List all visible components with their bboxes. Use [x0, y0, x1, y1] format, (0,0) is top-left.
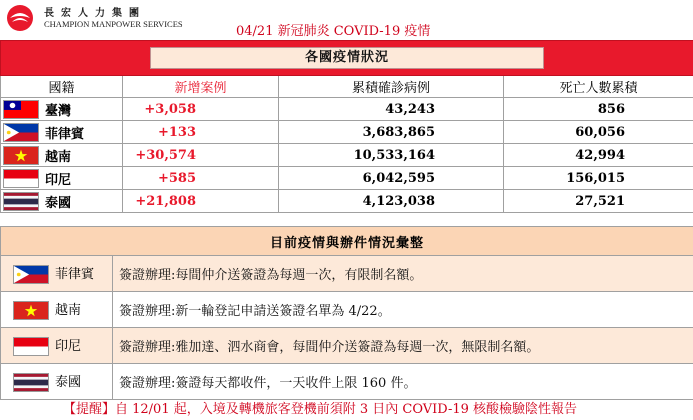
country-name: 印尼 [55, 339, 82, 354]
philippines-flag-icon [3, 123, 39, 142]
vietnam-flag-icon [3, 146, 39, 165]
visa-status-table [0, 226, 693, 400]
new-cases-value: +21,808 [123, 190, 279, 213]
table-row [1, 121, 693, 144]
column-header-deaths: 死亡人數累積 [504, 76, 693, 98]
table-row [1, 144, 693, 167]
table-row [1, 190, 693, 213]
covid-stats-table [0, 40, 693, 213]
list-item [1, 292, 693, 328]
total-cases-value: 6,042,595 [279, 167, 504, 190]
new-cases-value: +30,574 [123, 144, 279, 167]
total-cases-value: 4,123,038 [279, 190, 504, 213]
company-logo-icon [5, 3, 35, 33]
column-header-total-cases: 累積確診病例 [279, 76, 504, 98]
stats-section-bar [1, 41, 693, 76]
total-cases-value: 43,243 [279, 98, 504, 121]
list-item [1, 328, 693, 364]
vietnam-flag-icon [13, 301, 49, 320]
indonesia-flag-icon [13, 337, 49, 356]
visa-section-bar [1, 227, 693, 256]
visa-section-title: 目前疫情與辦件情況彙整 [1, 227, 693, 256]
deaths-value: 42,994 [504, 144, 693, 167]
country-name: 臺灣 [45, 103, 72, 119]
total-cases-value: 10,533,164 [279, 144, 504, 167]
country-name: 越南 [55, 303, 82, 318]
list-item [1, 364, 693, 400]
deaths-value: 156,015 [504, 167, 693, 190]
new-cases-value: +585 [123, 167, 279, 190]
page-title: 04/21 新冠肺炎 COVID-19 疫情 [236, 24, 431, 39]
country-name: 菲律賓 [45, 126, 85, 142]
country-name: 菲律賓 [55, 267, 95, 282]
total-cases-value: 3,683,865 [279, 121, 504, 144]
country-name: 泰國 [45, 195, 72, 211]
philippines-flag-icon [13, 265, 49, 284]
visa-info-text: 簽證辦理:每間仲介送簽證為每週一次，有限制名額。 [113, 256, 693, 292]
indonesia-flag-icon [3, 169, 39, 188]
new-cases-value: +3,058 [123, 98, 279, 121]
deaths-value: 60,056 [504, 121, 693, 144]
deaths-value: 856 [504, 98, 693, 121]
taiwan-flag-icon [3, 100, 39, 119]
table-row [1, 98, 693, 121]
list-item [1, 256, 693, 292]
column-header-country: 國籍 [1, 76, 123, 98]
visa-info-text: 簽證辦理:雅加達、泗水商會，每間仲介送簽證為每週一次，無限制名額。 [113, 328, 693, 364]
visa-info-text: 簽證辦理:新一輪登記申請送簽證名單為 4/22。 [113, 292, 693, 328]
footer-notice: 【提醒】自 12/01 起，入境及轉機旅客登機前須附 3 日內 COVID-19 核酸檢驗陰性報告 [63, 402, 578, 417]
stats-section-title: 各國疫情狀況 [150, 47, 544, 69]
thailand-flag-icon [3, 192, 39, 211]
deaths-value: 27,521 [504, 190, 693, 213]
stats-column-headers [1, 76, 693, 98]
country-name: 印尼 [45, 172, 72, 188]
company-name-zh: 長宏人力集團 [44, 8, 146, 19]
new-cases-value: +133 [123, 121, 279, 144]
page-header [0, 0, 693, 40]
visa-info-text: 簽證辦理:簽證每天都收件，一天收件上限 160 件。 [113, 364, 693, 400]
country-name: 泰國 [55, 375, 82, 390]
thailand-flag-icon [13, 373, 49, 392]
company-name-en: CHAMPION MANPOWER SERVICES [44, 19, 183, 29]
table-row [1, 167, 693, 190]
country-name: 越南 [45, 149, 72, 165]
column-header-new-cases: 新增案例 [123, 76, 279, 98]
